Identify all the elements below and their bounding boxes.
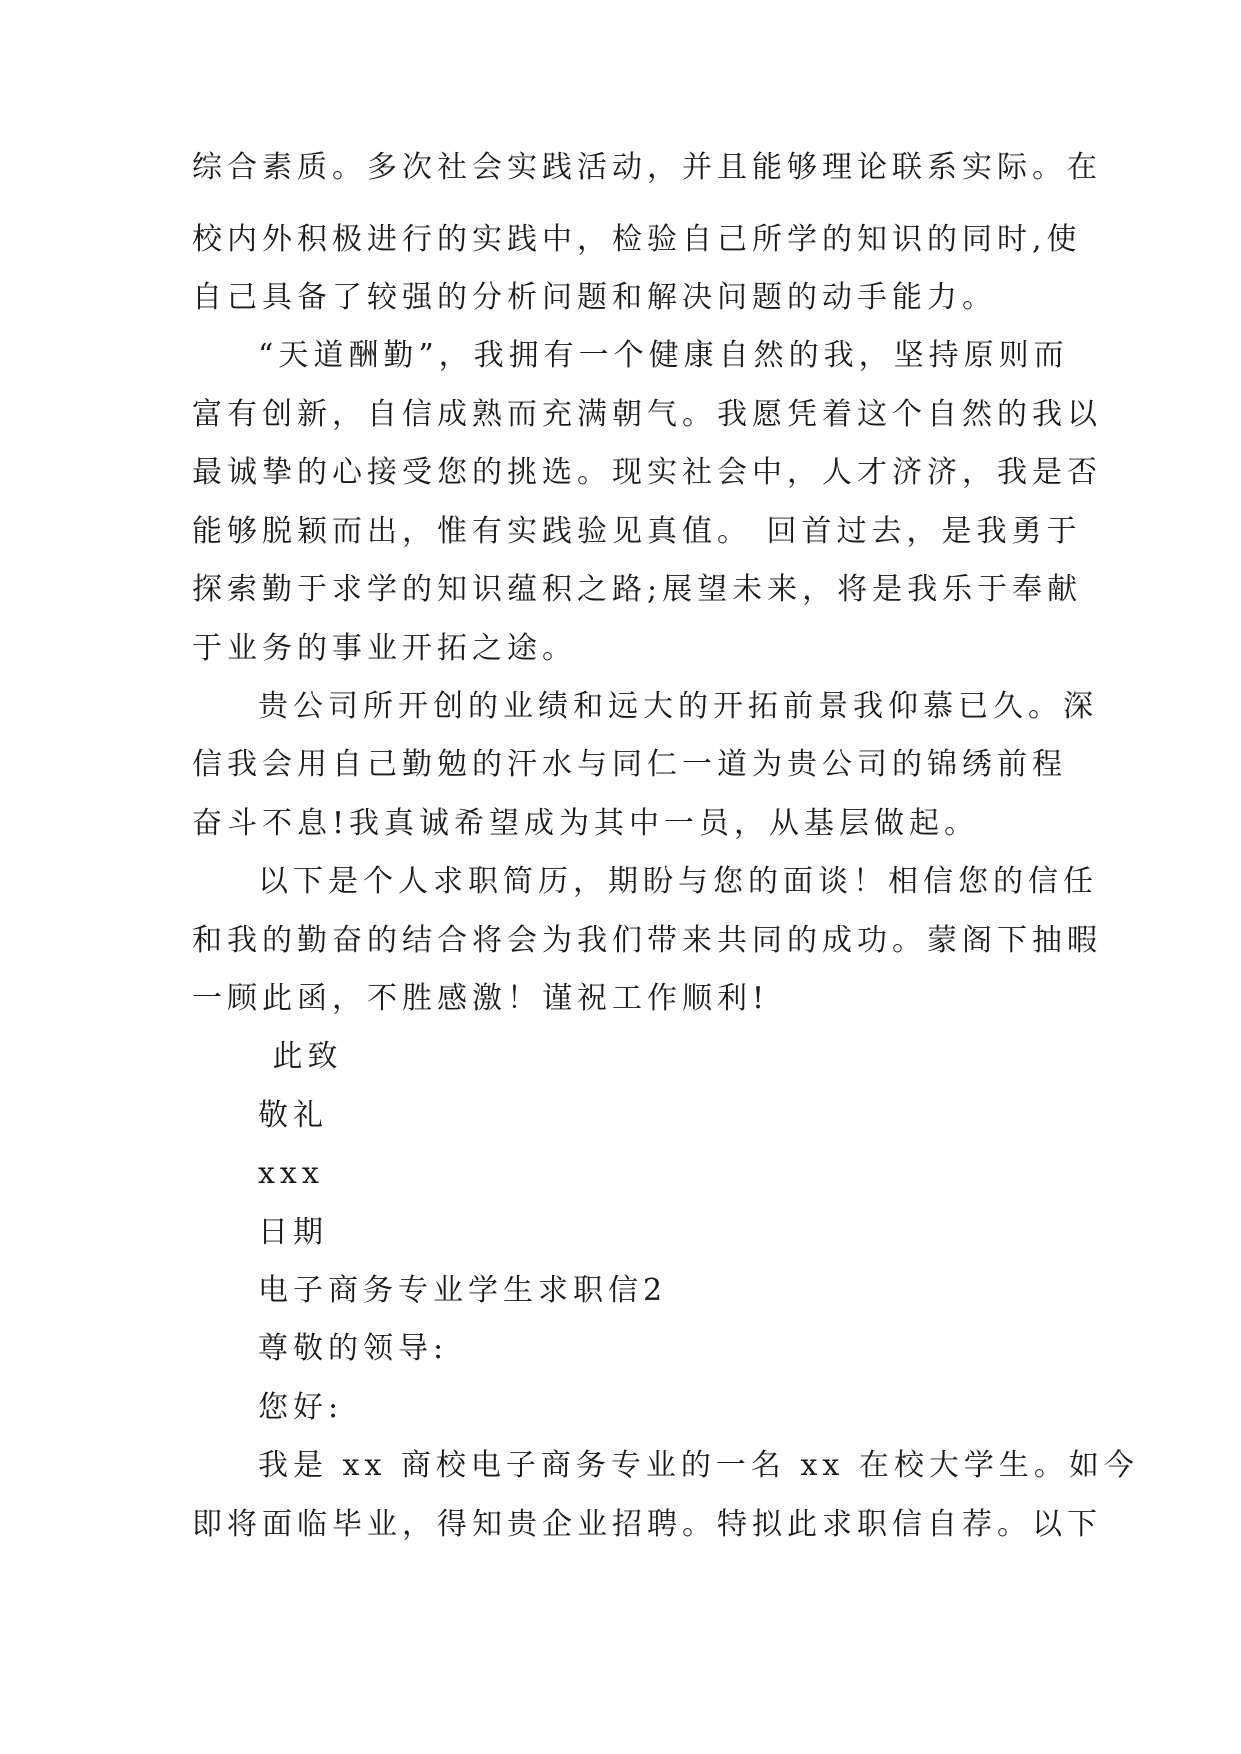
paragraph-2-line-6: 于业务的事业开拓之途。 (192, 631, 577, 666)
paragraph-2-line-3: 最诚挚的心接受您的挑选。现实社会中，人才济济，我是否 (192, 455, 1102, 490)
paragraph-2-line-5: 探索勤于求学的知识蕴积之路;展望未来，将是我乐于奉献 (192, 572, 1083, 607)
closing-ci-zhi: 此致 (258, 1039, 343, 1074)
letter-2-body-line-1: 我是 xx 商校电子商务专业的一名 xx 在校大学生。如今 (258, 1448, 1139, 1483)
paragraph-3-line-1: 贵公司所开创的业绩和远大的开拓前景我仰慕已久。深 (258, 689, 1098, 724)
paragraph-1-line-1: 综合素质。多次社会实践活动，并且能够理论联系实际。在 (192, 150, 1102, 185)
signature: xxx (258, 1156, 324, 1191)
letter-2-body-line-2: 即将面临毕业，得知贵企业招聘。特拟此求职信自荐。以下 (192, 1507, 1102, 1542)
paragraph-1-line-2: 校内外积极进行的实践中，检验自己所学的知识的同时,使 (192, 222, 1082, 257)
paragraph-4-line-3: 一顾此函，不胜感激！谨祝工作顺利! (192, 981, 770, 1016)
paragraph-3-line-3: 奋斗不息!我真诚希望成为其中一员，从基层做起。 (192, 806, 980, 841)
paragraph-2-line-4: 能够脱颖而出，惟有实践验见真值。 回首过去，是我勇于 (192, 514, 1082, 549)
letter-2-greeting: 您好: (258, 1390, 344, 1425)
paragraph-4-line-2: 和我的勤奋的结合将会为我们带来共同的成功。蒙阁下抽暇 (192, 923, 1102, 958)
paragraph-1-line-3: 自己具备了较强的分析问题和解决问题的动手能力。 (192, 280, 997, 315)
paragraph-3-line-2: 信我会用自己勤勉的汗水与同仁一道为贵公司的锦绣前程 (192, 747, 1067, 782)
paragraph-2-line-1: “天道酬勤”，我拥有一个健康自然的我，坚持原则而 (258, 338, 1069, 373)
paragraph-4-line-1: 以下是个人求职简历，期盼与您的面谈！相信您的信任 (258, 864, 1098, 899)
paragraph-2-line-2: 富有创新，自信成熟而充满朝气。我愿凭着这个自然的我以 (192, 397, 1102, 432)
letter-2-salutation: 尊敬的领导: (258, 1331, 449, 1366)
closing-jing-li: 敬礼 (258, 1098, 328, 1133)
letter-2-title: 电子商务专业学生求职信2 (258, 1273, 668, 1308)
date: 日期 (258, 1215, 328, 1250)
